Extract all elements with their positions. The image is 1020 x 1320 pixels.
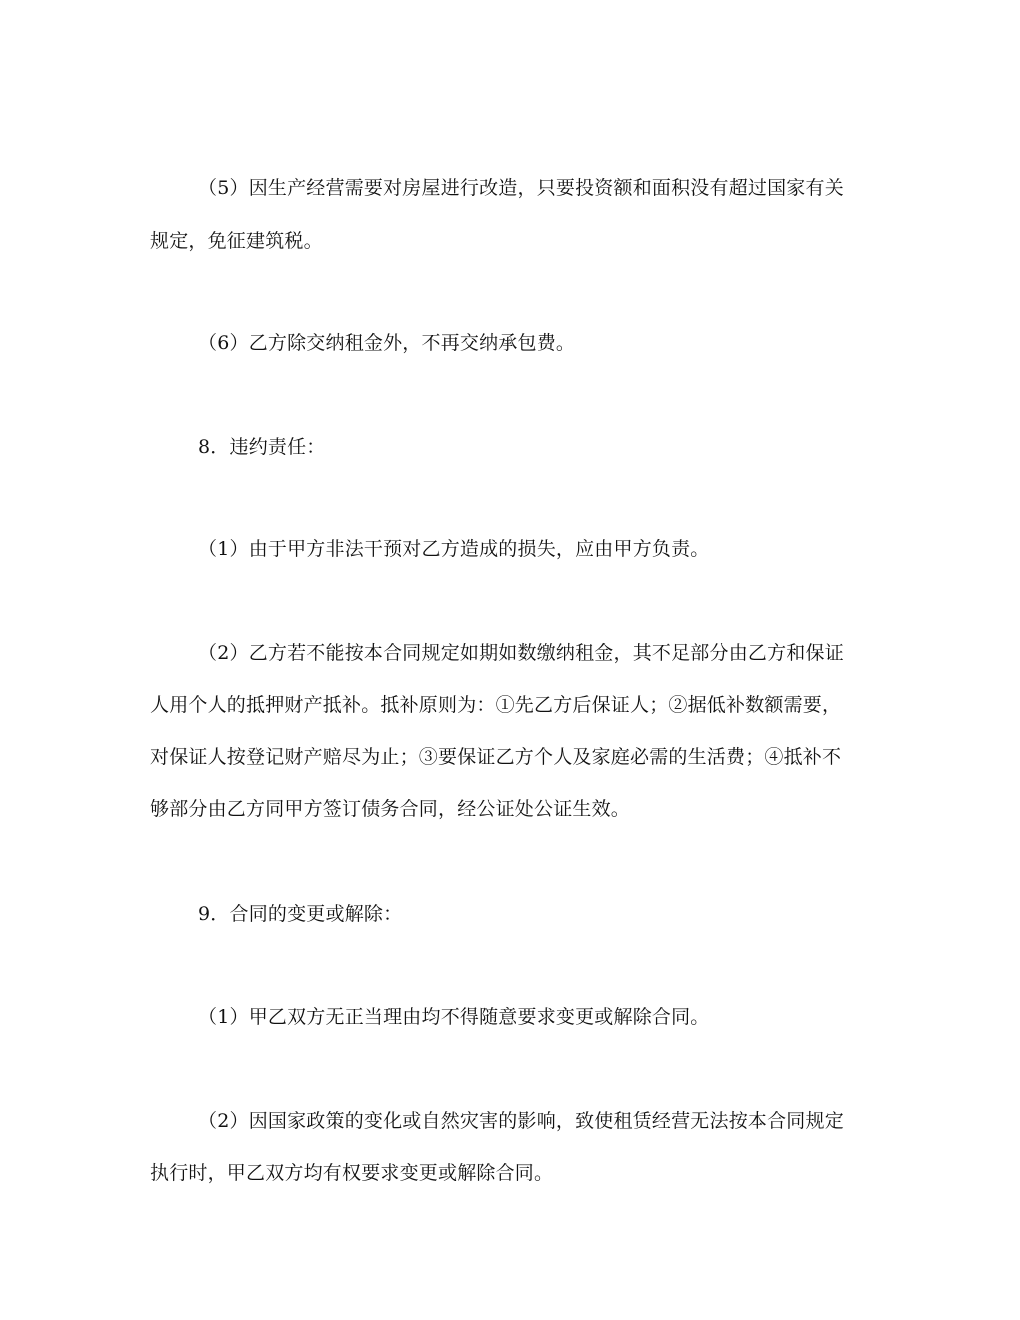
clause-5-line-2: 规定，免征建筑税。: [150, 230, 323, 252]
change-clause-2-line-2: 执行时，甲乙双方均有权要求变更或解除合同。: [150, 1162, 554, 1184]
change-clause-2-line-1: （2）因国家政策的变化或自然灾害的影响，致使租赁经营无法按本合同规定: [198, 1110, 844, 1132]
breach-clause-2-line-3: 对保证人按登记财产赔尽为止；③要保证乙方个人及家庭必需的生活费；④抵补不: [150, 746, 842, 768]
clause-6-line-1: （6）乙方除交纳租金外，不再交纳承包费。: [198, 332, 576, 354]
change-clause-1-line-1: （1）甲乙双方无正当理由均不得随意要求变更或解除合同。: [198, 1006, 710, 1028]
breach-clause-2-line-1: （2）乙方若不能按本合同规定如期如数缴纳租金，其不足部分由乙方和保证: [198, 642, 844, 664]
clause-5-line-1: （5）因生产经营需要对房屋进行改造，只要投资额和面积没有超过国家有关: [198, 177, 844, 199]
breach-clause-2-line-2: 人用个人的抵押财产抵补。抵补原则为：①先乙方后保证人；②据低补数额需要，: [150, 694, 842, 716]
breach-clause-2-line-4: 够部分由乙方同甲方签订债务合同，经公证处公证生效。: [150, 798, 631, 820]
breach-clause-1-line-1: （1）由于甲方非法干预对乙方造成的损失，应由甲方负责。: [198, 538, 710, 560]
section-heading-breach-liability: 8．违约责任：: [198, 436, 326, 458]
section-heading-contract-change: 9．合同的变更或解除：: [198, 903, 403, 925]
